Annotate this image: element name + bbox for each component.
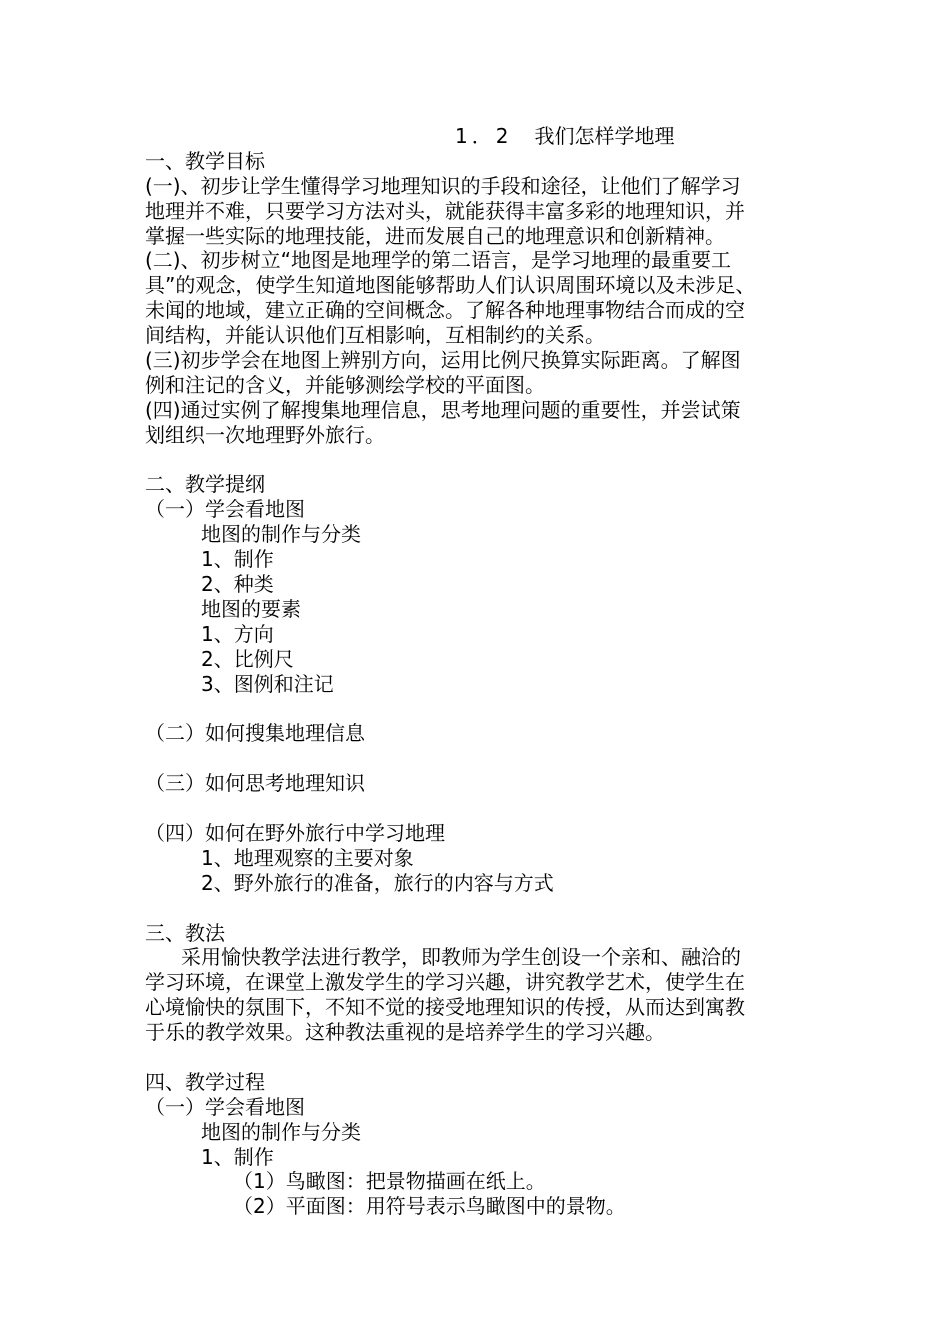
objective-line: 掌握一些实际的地理技能，进而发展自己的地理意识和创新精神。 [145,223,725,248]
spacer [145,696,810,721]
process-subheading: 地图的制作与分类 [201,1119,361,1144]
objective-line: (一)、初步让学生懂得学习地理知识的手段和途径，让他们了解学习 [145,173,741,198]
spacer [145,448,810,473]
outline-item: 2、比例尺 [201,646,294,671]
spacer [145,896,810,921]
spacer [145,746,810,771]
method-paragraph-line: 学习环境，在课堂上激发学生的学习兴趣，讲究教学艺术，使学生在 [145,970,745,995]
objective-line: (三)初步学会在地图上辨别方向，运用比例尺换算实际距离。了解图 [145,348,741,373]
objective-line: 间结构，并能认识他们互相影响，互相制约的关系。 [145,323,605,348]
section-heading-process: 四、教学过程 [145,1069,265,1094]
section-heading-objectives: 一、教学目标 [145,148,265,173]
outline-item: 2、种类 [201,572,274,597]
method-paragraph-line: 采用愉快教学法进行教学，即教师为学生创设一个亲和、融洽的 [181,945,741,970]
spacer [145,1045,810,1070]
objective-line: (四)通过实例了解搜集地理信息，思考地理问题的重要性，并尝试策 [145,397,741,422]
objective-line: (二)、初步树立“地图是地理学的第二语言，是学习地理的最重要工 [145,248,731,273]
outline-part-title: （三）如何思考地理知识 [145,771,365,796]
outline-item: 1、地理观察的主要对象 [201,845,414,870]
outline-item: 1、方向 [201,621,274,646]
objective-line: 划组织一次地理野外旅行。 [145,422,385,447]
section-heading-method: 三、教法 [145,920,225,945]
method-paragraph-line: 心境愉快的氛围下，不知不觉的接受地理知识的传授，从而达到寓教 [145,995,745,1020]
title-number: 1．2 [455,124,513,148]
outline-item: 2、野外旅行的准备，旅行的内容与方式 [201,870,554,895]
objective-line: 例和注记的含义，并能够测绘学校的平面图。 [145,372,545,397]
process-part-title: （一）学会看地图 [145,1094,305,1119]
objective-line: 未闻的地域，建立正确的空间概念。了解各种地理事物结合而成的空 [145,298,745,323]
section-heading-outline: 二、教学提纲 [145,472,265,497]
spacer [145,796,810,821]
outline-item: 3、图例和注记 [201,671,334,696]
outline-part-title: （一）学会看地图 [145,497,305,522]
outline-item: 1、制作 [201,547,274,572]
title-text: 我们怎样学地理 [534,124,675,148]
outline-subheading: 地图的要素 [201,596,301,621]
document-page [145,124,810,1219]
document-title [145,124,810,149]
outline-subheading: 地图的制作与分类 [201,522,361,547]
process-detail: （2）平面图：用符号表示鸟瞰图中的景物。 [233,1194,626,1219]
outline-part-title: （二）如何搜集地理信息 [145,721,365,746]
objective-line: 具”的观念，使学生知道地图能够帮助人们认识周围环境以及未涉足、 [145,273,756,298]
process-detail: （1）鸟瞰图：把景物描画在纸上。 [233,1169,546,1194]
process-item: 1、制作 [201,1144,274,1169]
method-paragraph-line: 于乐的教学效果。这种教法重视的是培养学生的学习兴趣。 [145,1020,665,1045]
objective-line: 地理并不难，只要学习方法对头，就能获得丰富多彩的地理知识，并 [145,198,745,223]
outline-part-title: （四）如何在野外旅行中学习地理 [145,820,445,845]
